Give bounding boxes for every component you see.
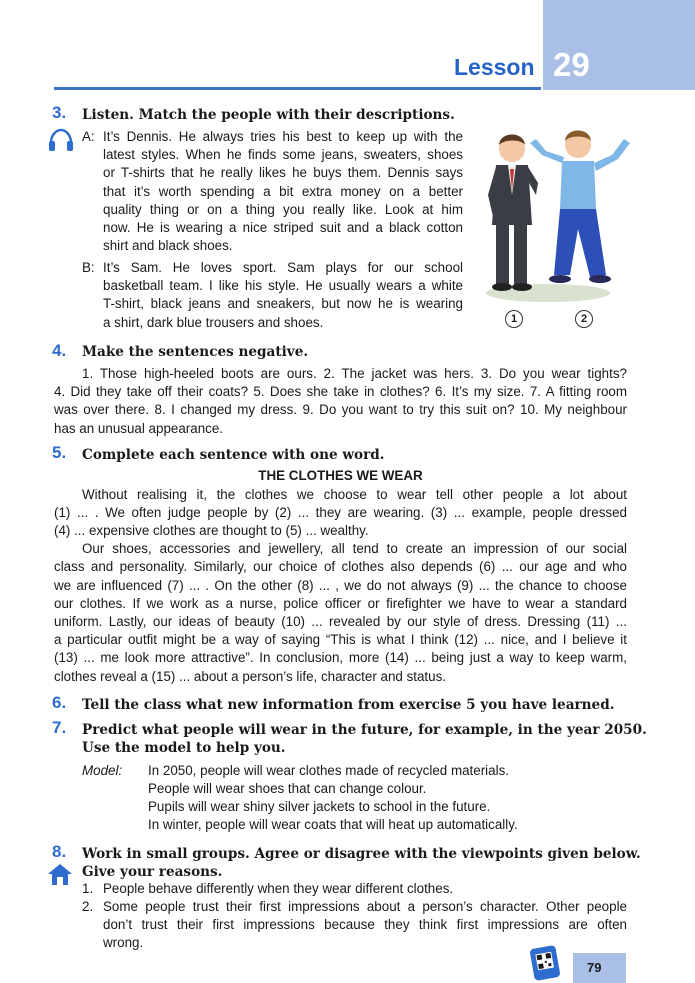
text-line: a particular outfit might be a way of saying “This is what I think (12) ... nice, and I believe it — [54, 632, 627, 647]
figure-label-1: 1 — [505, 310, 523, 328]
exercise-7-title-continued: Use the model to help you. — [82, 740, 286, 756]
text-line: (13) ... me look more attractive”. In conclusion, more (14) ... being just a way to keep warm, — [54, 650, 627, 665]
text-line: that it’s worth spending a bit extra money on a better — [103, 184, 463, 199]
text-line: uniform. Lastly, our ideas of beauty (10) ... revealed by our style of dress. Dressing (11) ... — [54, 614, 627, 629]
list-item: wrong. — [103, 935, 144, 950]
text-line: clothes reveal a (15) ... about a person’s life, character and status. — [54, 669, 447, 684]
exercise-6-title: Tell the class what new information from exercise 5 you have learned. — [82, 697, 615, 713]
list-item: People behave differently when they wear different clothes. — [103, 881, 454, 896]
text-line: shirt and black shoes. — [103, 238, 233, 253]
exercise-6-number: 6. — [52, 693, 67, 712]
exercise-5-number: 5. — [52, 443, 67, 462]
model-line: Pupils will wear shiny silver jackets to school in the future. — [148, 799, 491, 814]
exercise-8-title-continued: Give your reasons. — [82, 864, 223, 880]
text-line: quality thing or on a thing you really like. Look at him — [103, 202, 463, 217]
home-icon — [47, 862, 73, 886]
page-number-tab — [573, 953, 626, 983]
page-number: 79 — [587, 960, 602, 975]
text-line: Our shoes, accessories and jewellery, all tend to create an impression of our social — [82, 541, 627, 556]
model-line: In winter, people will wear coats that will heat up automatically. — [148, 817, 518, 832]
exercise-8-title: Work in small groups. Agree or disagree with the viewpoints given below. — [82, 846, 641, 862]
model-line: In 2050, people will wear clothes made of recycled materials. — [148, 763, 509, 778]
list-item: Some people trust their first impressions about a person’s character. Other people — [103, 899, 627, 914]
model-label: Model: — [82, 763, 123, 778]
lesson-word: Lesson — [454, 54, 535, 80]
lesson-number-box — [543, 0, 695, 90]
text-line: T-shirt, black jeans and sneakers, but now he is wearing — [103, 296, 463, 311]
text-line: Without realising it, the clothes we choose to wear tell other people a lot about — [82, 487, 627, 502]
text-line: (1) ... . We often judge people by (2) ... they are wearing. (3) ... example, people dressed — [54, 505, 627, 520]
text-line: or T-shirts that he really likes he buys them. Dennis says — [103, 165, 463, 180]
text-line: was over there. 8. I changed my dress. 9. Do you want to try this suit on? 10. My neighbour — [54, 402, 627, 417]
text-line: has an unusual appearance. — [54, 421, 224, 436]
text-line: we are influenced (7) ... . On the other (8) ... , we do not always (9) ... the chance to choose — [54, 578, 627, 593]
two-boys-illustration — [478, 125, 638, 303]
exercise-7-title: Predict what people will wear in the future, for example, in the year 2050. — [82, 722, 647, 738]
text-line: class and personality. Similarly, our choice of clothes also depends (6) ... our age and who — [54, 559, 627, 574]
exercise-4-title: Make the sentences negative. — [82, 344, 309, 360]
text-line: latest styles. When he finds some jeans, sweaters, shoes — [103, 147, 463, 162]
header-rule — [54, 87, 541, 90]
speaker-b-label: B: — [82, 260, 95, 275]
text-line: basketball team. I like his style. He usually wears a white — [103, 278, 463, 293]
headphones-icon — [47, 128, 75, 152]
boy-in-blue-figure — [530, 131, 630, 284]
boy-in-suit-figure — [488, 135, 538, 292]
text-line: 1. Those high-heeled boots are ours. 2. The jacket was hers. 3. Do you wear tights? — [82, 366, 627, 381]
text-title: THE CLOTHES WE WEAR — [258, 468, 423, 483]
text-line: 4. Did they take off their coats? 5. Does she take in clothes? 6. It’s my size. 7. A fitting room — [54, 384, 627, 399]
text-line: It’s Sam. He loves sport. Sam plays for our school — [103, 260, 463, 275]
qr-phone-icon — [530, 945, 564, 981]
exercise-3-title: Listen. Match the people with their descriptions. — [82, 107, 455, 123]
text-line: (4) ... expensive clothes are thought to (5) ... wealthy. — [54, 523, 369, 538]
list-number: 1. — [82, 881, 94, 896]
list-number: 2. — [82, 899, 94, 914]
exercise-8-number: 8. — [52, 842, 67, 861]
text-line: now. He is wearing a nice striped suit and a black cotton — [103, 220, 463, 235]
model-line: People will wear shoes that can change colour. — [148, 781, 427, 796]
list-item: don’t trust their first impressions because they think first impressions are often — [103, 917, 627, 932]
text-line: a shirt, dark blue trousers and shoes. — [103, 315, 324, 330]
lesson-number: 29 — [553, 46, 590, 83]
figure-label-2: 2 — [575, 310, 593, 328]
exercise-7-number: 7. — [52, 718, 67, 737]
text-line: It’s Dennis. He always tries his best to keep up with the — [103, 129, 463, 144]
exercise-4-number: 4. — [52, 341, 67, 360]
exercise-3-number: 3. — [52, 103, 67, 122]
exercise-5-title: Complete each sentence with one word. — [82, 447, 385, 463]
text-line: our clothes. If we work as a nurse, police officer or firefighter we have to wear a standard — [54, 596, 627, 611]
speaker-a-label: A: — [82, 129, 95, 144]
